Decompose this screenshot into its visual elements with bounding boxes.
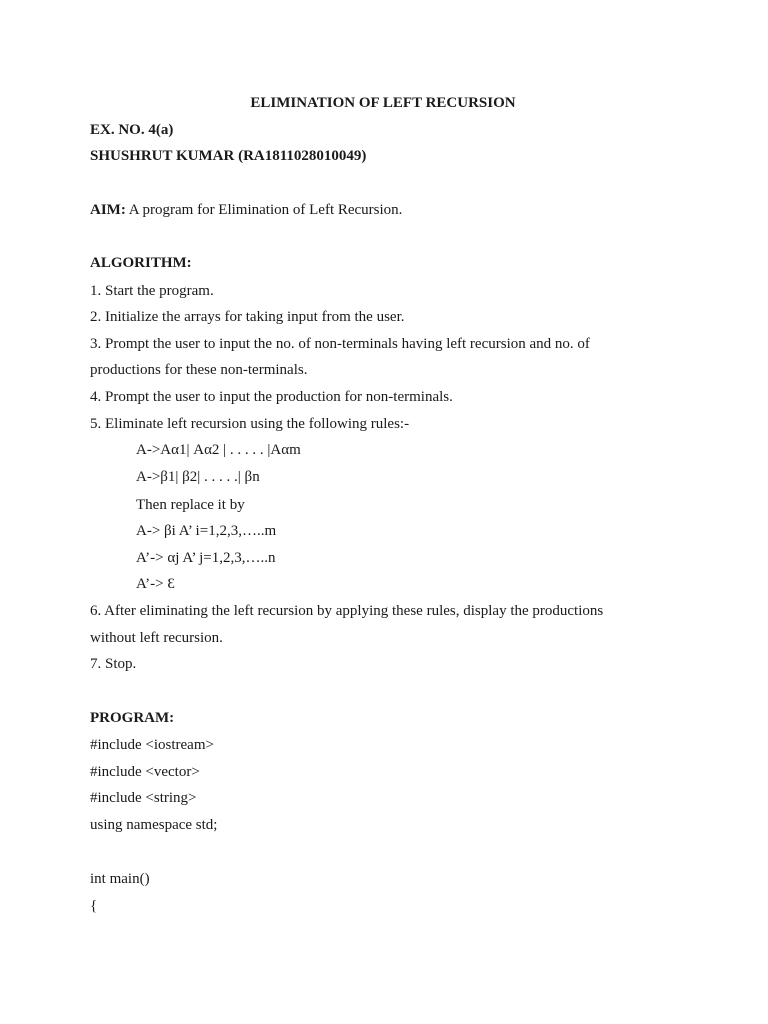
algorithm-step: 3. Prompt the user to input the no. of non-terminals having left recursion and no. of — [90, 336, 590, 352]
rule-line: A-> βi A’ i=1,2,3,…..m — [136, 523, 277, 539]
rule-line: A’-> Ɛ — [136, 576, 175, 592]
rule-line: A->Aα1| Aα2 | . . . . . |Aαm — [136, 442, 301, 458]
exercise-number: EX. NO. 4(a) — [90, 122, 174, 138]
algorithm-step: 1. Start the program. — [90, 283, 214, 299]
code-line: #include <iostream> — [90, 737, 214, 753]
program-heading: PROGRAM: — [90, 710, 175, 726]
author-line: SHUSHRUT KUMAR (RA1811028010049) — [90, 148, 367, 164]
code-line: #include <vector> — [90, 764, 200, 780]
algorithm-step: 5. Eliminate left recursion using the following rules:- — [90, 416, 410, 432]
algorithm-step: 4. Prompt the user to input the production for non-terminals. — [90, 389, 453, 405]
document-title: ELIMINATION OF LEFT RECURSION — [250, 95, 516, 111]
algorithm-heading: ALGORITHM: — [90, 255, 192, 271]
algorithm-step: 6. After eliminating the left recursion by applying these rules, display the productions — [90, 603, 604, 619]
aim-line — [90, 201, 402, 219]
rule-line: A->β1| β2| . . . . .| βn — [136, 469, 260, 485]
aim-text: A program for Elimination of Left Recursion. — [125, 202, 403, 218]
code-line: { — [90, 898, 98, 914]
algorithm-step: without left recursion. — [90, 630, 223, 646]
algorithm-step: 7. Stop. — [90, 656, 137, 672]
rule-line: A’-> αj A’ j=1,2,3,…..n — [136, 550, 276, 566]
code-line: #include <string> — [90, 790, 197, 806]
aim-label: AIM: — [90, 202, 126, 218]
rule-line: Then replace it by — [136, 497, 245, 513]
algorithm-step: 2. Initialize the arrays for taking input from the user. — [90, 309, 405, 325]
code-line: int main() — [90, 871, 150, 887]
code-line: using namespace std; — [90, 817, 218, 833]
algorithm-step: productions for these non-terminals. — [90, 362, 308, 378]
